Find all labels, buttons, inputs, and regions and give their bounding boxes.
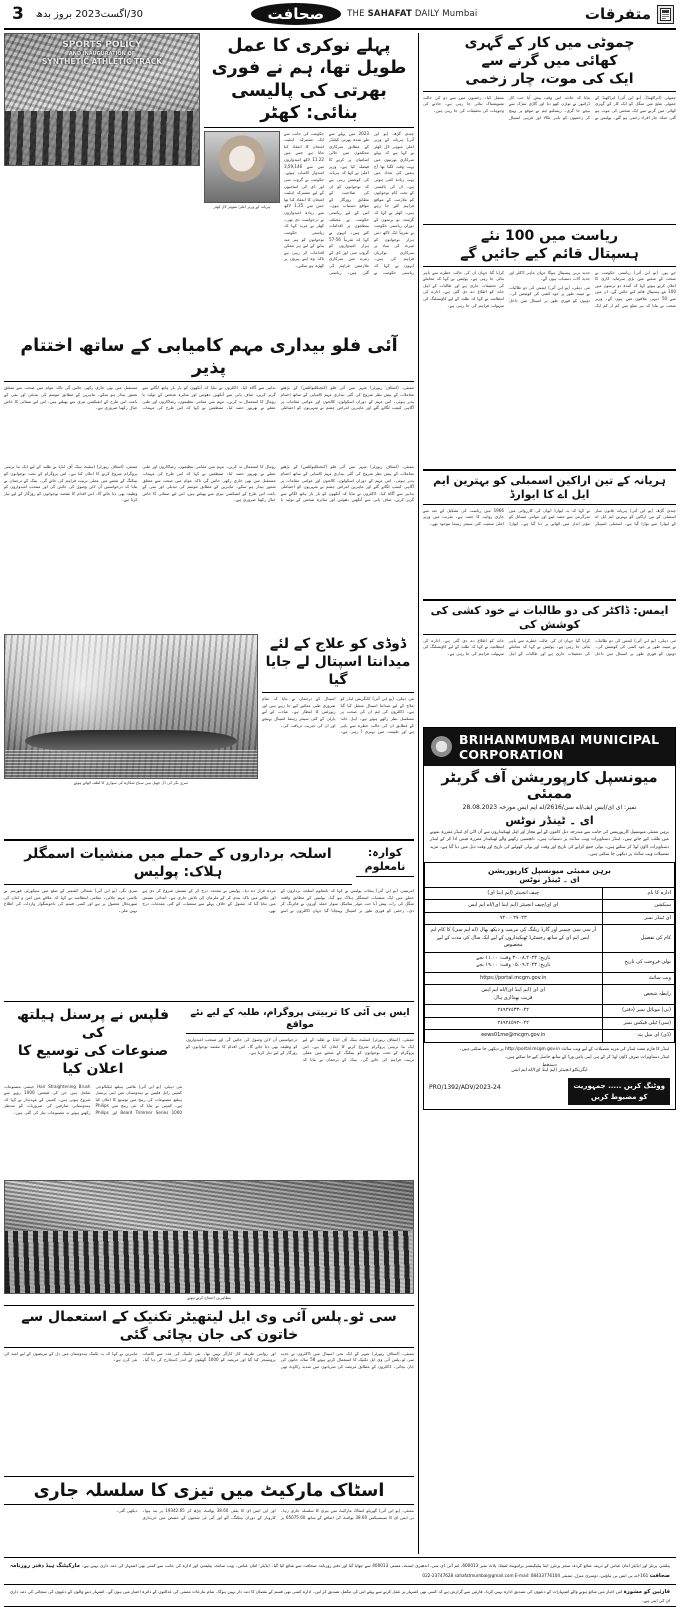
table-row: (سی) ٹیلی فیکس نمبر ٠٢٢-٢٤٩٢٤٥٩٢ [425, 1017, 675, 1030]
table-row: رابطہ شخص ای ای (ایم اینڈ ای)/اے ایم ایس قریب بھنڈاری ہال [425, 985, 675, 1005]
table-row: ادارہ کا نام چیف انجینئر (ایم اینڈ ای) [425, 887, 675, 900]
masthead-right-group [585, 5, 674, 24]
dodi-body: نئی دہلی، (یو این آئی) کانگریس لیڈر کو علاج کے لیے میدانتا اسپتال منتقل کیا گیا ہے۔ ڈاکٹروں کی ٹیم ان کی صحت پر مسلسل نظر رکھے ہوئے ہے۔ اہل خانہ کے مطابق ان کی حالت خطرے سے باہر ہے اور طبیعت میں بہتری آ رہی ہے۔ اسپتال کے ترجمان نے بتایا کہ تمام ضروری طبی معائنے کیے جا رہے ہیں اور رپورٹس کا انتظار ہے۔ عیادت کے لیے پارٹی کے کئی سینئر رہنما اسپتال پہنچے اور ان کی خیریت دریافت کی۔ [262, 696, 414, 735]
aiims-body: نئی دہلی، (یو این آئی) ایمس کی دو طالبات نے مبینہ طور پر خود کشی کی کوشش کی۔ دونوں کو فوری طور پر اسپتال میں داخل کرایا گیا جہاں ان کی حالت خطرے سے باہر بتائی جا رہی ہے۔ پولیس نے کہا کہ معاملے کی تحقیقات جاری ہے اور طالبات کے اہل خانہ کو اطلاع دے دی گئی ہے۔ ادارے کی انتظامیہ نے کہا کہ طلبہ کے لیے کاؤنسلنگ کی سہولت فراہم کی جا رہی ہے۔ [423, 637, 676, 657]
bmc-ad-reference: نمبر: ای ای/ایس ایف/اے سی/2616/اے ایم ایس مورخہ 28.08.2023 [462, 803, 637, 811]
sbi-headline: ایس بی آئی کا تربیتی پروگرام، طلبہ کے لیے نئے مواقع [186, 1007, 414, 1034]
section-title: متفرقات [584, 5, 651, 23]
haryana-award-body: چندی گڑھ، (یو این آئی) ہریانہ قانون ساز اسمبلی کے تین اراکین کو بہترین ایم ایل اے کے ایوارڈ سے نوازا گیا ہے۔ اسمبلی اسپیکر نے کہا کہ یہ ایوارڈ ایوان کی کارروائی میں سرگرمی سے حصہ لینے اور عوامی مسائل کو مؤثر انداز میں اٹھانے پر دیا گیا ہے۔ ایوارڈ 1966 میں ریاست کی تشکیل کے بعد سے جاری روایت کا حصہ ہے۔ تقریب میں وزیر اعلیٰ سمیت کئی سینئر رہنما موجود تھے۔ [423, 507, 676, 526]
smuggler-body: امرتسر، (یو این آئی) پنجاب پولیس نے کہا کہ نامعلوم اسلحہ برداروں کے حملے میں ایک منشیات اسمگلر ہلاک ہو گیا۔ پولیس کے مطابق واقعہ منگل کی رات پیش آیا جب موٹر سائیکل سوار حملہ آوروں نے فائرنگ کر دی۔ زخمی کو فوری طور پر اسپتال پہنچایا گیا جہاں ڈاکٹروں نے اسے مردہ قرار دے دیا۔ پولیس نے مقدمہ درج کر کے تفتیش شروع کر دی ہے اور علاقے میں ناکہ بندی کر کے ملزمان کی تلاش جاری ہے۔ ابتدائی تفتیش میں بتایا گیا کہ مقتول کے خلاف پہلے سے منشیات کے کئی مقدمات درج تھے۔ سری نگر، (یو این آئی) شمالی کشمیر کے ضلع میں سیکورٹی فورسز نے تلاشی مہم چلائی۔ مقامی انتظامیہ نے کہا کہ علاقے میں امن و امان کی صورتحال معمول پر ہے اور کسی قسم کی ناخوشگوار واردات کی اطلاع نہیں ملی۔ [4, 887, 414, 913]
sbi-body: ممبئی، (اسٹاف رپورٹر) اسٹیٹ بینک آف انڈیا نے طلبہ کے لیے ایک نیا تربیتی پروگرام شروع کرنے کا اعلان کیا ہے۔ اس پروگرام کے تحت نوجوانوں کو بینکنگ کے شعبے میں عملی تربیت فراہم کی جائے گی۔ بینک کے ترجمان نے بتایا کہ درخواستیں آن لائن وصول کی جائیں گی اور منتخب امیدواروں کو وظیفہ بھی دیا جائے گا۔ اس اقدام کا مقصد نوجوانوں کو روزگار کے لیے تیار کرنا ہے۔ [186, 1037, 414, 1063]
philips-story [4, 1005, 182, 1180]
bmc-ad-urdu-title: میونسپل کارپوریشن آف گریٹر ممبئی [441, 769, 658, 802]
footer-phone-2: 022-23747628 [422, 1573, 454, 1579]
tavi-headline: سی ٹو۔پلس آئی وی ایل لیتھیٹر تکنیک کے استعمال سے خاتون کی جان بچائی گئی [4, 1309, 414, 1348]
divider [423, 224, 676, 225]
page-footer [4, 1557, 676, 1607]
sbi-story [186, 1005, 414, 1165]
paper-tagline: THE SAHAFAT DAILY Mumbai [347, 9, 478, 19]
bmc-ad-header-title: BRIHANMUMBAI MUNICIPAL CORPORATION [459, 731, 660, 762]
footer-email-label: E-mail: [514, 1573, 530, 1579]
chamoli-body: چموٹی (اتراکھنڈ)، (یو این آئی) اتراکھنڈ کے چموٹی ضلع میں منگل کو ایک کار کے گہری کھائی میں گرنے سے ایک شخص کی موت ہو گئی جبکہ چار افراد زخمی ہو گئے۔ پولیس نے بتایا کہ حادثہ اس وقت پیش آیا جب کار ڈرائیور نے توازن کھو دیا اور گاڑی سڑک سے نیچے جا گری۔ ریسکیو ٹیم نے موقع پر پہنچ کر زخمیوں کو باہر نکالا اور قریبی اسپتال منتقل کیا۔ زخمیوں میں سے دو کی حالت تشویشناک بتائی جا رہی ہے۔ حادثے کی وجوہات کی تحقیقات کی جا رہی ہیں۔ [423, 94, 676, 120]
content-grid [4, 33, 676, 1554]
footer-phone-1: 08433776104 [530, 1573, 561, 1579]
bmc-advertisement [423, 727, 676, 1111]
kuwara-story [356, 844, 414, 880]
divider [4, 839, 414, 841]
newspaper-icon [657, 5, 674, 24]
aiims-headline: ایمس: ڈاکٹر کی دو طالبات نے خود کشی کی کوشش کی [423, 604, 676, 635]
chamoli-headline: چموٹی میں کار کے گہری کھائی میں گرنے سے ایک کی موت، چار زخمی [423, 35, 676, 92]
lead-body: چندی گڑھ، (یو این آئی) ہریانہ کے وزیر اعلیٰ منوہر لال کھٹر نے کہا ہے کہ پہلے سرکاری بھرتیوں میں بہت وقت لگتا تھا آج ہمیں کی تعداد میں بہت زیادہ کمی ہوئی ہے۔ ان کی پالیسی کے تحت کام نوجوانوں کو ملازمت کے مواقع فراہم کئے جا رہے ہیں۔ کھٹر نے کہا کہ گزشتہ نو برسوں کے دوران ریاستی حکومت نے تقریباً ایک لاکھ دس ہزار نوجوانوں کو میرٹ کی بنیاد پر سرکاری نوکریاں فراہم کی ہیں۔ انہوں نے کہا کہ ریاستی حکومت نے 2023 میں پہلے سے طے شدہ بھرتی کیلنڈر کے مطابق سرکاری محکموں میں خالی اسامیاں پر کرنے کا فیصلہ کیا ہے۔ وزیر اعلیٰ نے کہا کہ ہریانہ کی کوشش رہی ہے کہ نوجوانوں کو ان کی صلاحیت کے مطابق روزگار کے مواقع دستیاب ہوں۔ اس کے لیے ریاستی حکومت نے مختلف سطحوں پر اقدامات کئے ہیں۔ انہوں نے کہا کہ تقریباً 56-57 ہزار امیدواروں کو گروپ سی اور ڈی کے زمرے میں سرکاری ملازمتیں فراہم کی گئی ہیں۔ ریاستی حکومت کی جانب سے ایک مشترکہ اہلیت امتحان کا انعقاد کیا جاتا ہے جس میں 11.22 لاکھ امیدواروں میں سے 3,59,146 امیدوار کامیاب ہوئے۔ حکومت نے گروپ سی اور ڈی کی اسامیوں کے لیے مشترکہ اہلیت امتحان کا انعقاد کیا تھا جس میں 1,35 لاکھ سے زیادہ امیدواروں نے درخواست دی تھی۔ کھٹر نے مزید کہا کہ ریاستی حکومت نوجوانوں کو ہنر مند بنانے کے لیے ہر ممکن اقدامات کر رہی ہے تاکہ وہ اپنے پیروں پر کھڑے ہو سکیں۔ [284, 130, 414, 275]
haryana-award-headline: ہریانہ کے تین اراکین اسمبلی کو بہترین ایم ایل اے کا ایوارڈ [423, 474, 676, 505]
bmc-ad-subtitle: ای ۔ ٹینڈر نوٹس [505, 813, 594, 827]
footer-office-address: 161-اے، پی ایس بی ہاؤس، دوسری منزل، ممبئی [561, 1573, 649, 1579]
philips-body: نئی دہلی، (یو این آئی) عالمی ہیلتھ ٹیکنالوجی کمپنی رائل فلپس نے ہندوستان میں اپنی پرسنل ہیلتھ مصنوعات کی رینج میں توسیع کا اعلان کیا ہے۔ کمپنی نے بتایا کہ نئی رینج میں Philips Beard Trimmer Series 1000 اور Philips Hair Straightening Brush جیسی مصنوعات شامل ہیں جن کی قیمتیں 1000 روپے سے شروع ہوتی ہیں۔ کمپنی کے عہدیدار نے کہا کہ ہندوستانی صارفین کی ضروریات کو مدنظر رکھتے ہوئے یہ مصنوعات تیار کی گئی ہیں۔ [4, 1083, 182, 1115]
table-row: ای ٹینڈر نمبر ٧٢٠٠٠٢٧٠٢٣ [425, 912, 675, 925]
table-row: (بی) موبائل نمبر (دفتر) ٠٢٢-٢٤٩٢٧٤٣٣ [425, 1005, 675, 1018]
table-row: (ڈی) ای میل پتہ eews01me@mcgm.gov.in [425, 1030, 675, 1043]
column-right [423, 33, 676, 1554]
stock-headline: اسٹاک مارکیٹ میں تیزی کا سلسلہ جاری [4, 1480, 414, 1505]
crowd-zone [4, 1180, 414, 1302]
footer-imprint: پبلشر، پرنٹر اور ایڈیٹر امان عباس کے ذریعہ شائع کردہ، سحر پرنٹرز اینڈ پبلیکیشنز پرائیویٹ لمیٹڈ، پلاٹ نمبر 600013، ایم آئی ڈی سی، اندھیری ایسٹ، ممبئی 400013 سے چھاپا گیا اور دفتر روزنامہ صحافت سے شائع کیا گیا۔ ایڈیٹر: امان عباس۔ ویب سائٹ، پبلیشر، اور ادارہ کی جانب سے کسی بھی اشتہار کی ذمہ داری نہیں ہے۔ مارکیٹنگ ہیڈ دفتر روزنامہ صحافت 161-اے، پی ایس بی ہاؤس، دوسری منزل، ممبئی 08433776104 E-mail: sahafatmumbai@gmail.com 022-23747628 [10, 1563, 670, 1580]
bmc-ad-signature: دستخط ایگزیکٹو انجینئر (ایم اینڈ ای)/اے ایم ایس [511, 1063, 588, 1074]
footer-notice-label: قارئین کو مشورہ [623, 1589, 671, 1596]
smuggler-headline: اسلحہ برداروں کے حملے میں منشیات اسمگلر ہلاک: پولیس [4, 846, 352, 885]
masthead [4, 0, 676, 30]
bmc-seal-icon [431, 736, 452, 757]
footer-marketing-label: مارکیٹنگ ہیڈ [45, 1563, 80, 1570]
flu-story [4, 333, 414, 464]
bmc-ad-paragraph: برہن ممبئی میونسپل کارپوریشن کی جانب سے مندرجہ ذیل کاموں کے لیے مجاز اور اہل ٹھیکیداروں سے آن لائن ای ٹینڈر مقررہ نمونے میں طلب کیے جاتے ہیں۔ ٹینڈر دستاویزات ویب سائٹ پر دستیاب ہیں۔ دلچسپی رکھنے والے ٹھیکیدار مقررہ فیس ادا کر کے ٹینڈر دستاویزات ڈاؤن لوڈ کر سکتے ہیں۔ بولی جمع کرانے کی تاریخ اور وقت اور بولی کھولنے کی تاریخ اور وقت ذیل میں دیا گیا ہے۔ مزید تفصیلات ویب سائٹ پر دیکھی جا سکتی ہیں۔ [430, 829, 669, 858]
bmc-ad-bottom [424, 1076, 675, 1109]
masthead-center-group [251, 3, 478, 25]
table-row: کام کی تفصیل آر سی سی چیمبر اور گارڈ ریلنگ کی مرمت و دیکھ بھال (اے ایم سی) کا کام ایم ایس ایم ای کے ساتھ رجسٹرڈ ٹھیکیداروں کے لیے ایک سال کی مدت کے لیے مخصوص [425, 925, 675, 953]
dal-lake-shikara-photo [4, 634, 258, 779]
divider [4, 1476, 414, 1477]
hospital100-headline: ریاست میں 100 نئے ہسپتال قائم کیے جائیں گے [423, 228, 676, 267]
divider [423, 599, 676, 601]
protest-crowd-photo [4, 1180, 414, 1294]
bmc-tender-table [424, 862, 675, 1043]
issue-date: 30/اگست2023 بروز بدھ [35, 8, 144, 20]
bmc-ad-footnote: ٹینڈر کا فارم مفت ٹینڈر کی مزید تفصیلات کے لیے ویب سائٹ http://portal.mcgm.gov.in پر دیکھی جا سکتی ہیں۔ ٹینڈر دستاویزات صرف ڈاؤن لوڈ کر کے ہی اپنی پاس ورڈ کے ساتھ حاصل کیے جا سکتے ہیں۔ [459, 1046, 669, 1060]
sports-photo-banner: SPORTS POLICY AND INAUGURATION OF SYNTHETIC ATHLETIC TRACK [41, 40, 163, 66]
flu-story-zone [4, 333, 414, 464]
lead-story-zone [4, 33, 414, 331]
bmc-website-link[interactable]: https://portal.mcgm.gov.in [425, 972, 603, 985]
column-left-group [4, 33, 414, 1554]
lead-headline: پہلے نوکری کا عمل طویل تھا، ہم نے فوری بھرتی کی پالیسی بنائی: کھٹر [204, 35, 414, 128]
khattar-portrait-photo [204, 131, 280, 203]
divider [423, 469, 676, 471]
kuwara-headline: کوارہ: نامعلوم [356, 846, 414, 877]
flu-headline: آئی فلو بیداری مہم کامیابی کے ساتھ اختتام پذیر [4, 335, 414, 383]
bmc-email-link[interactable]: eews01me@mcgm.gov.in [425, 1030, 603, 1043]
crowd-photo-caption: مظاہرین احتجاج کرتے ہوئے [187, 1294, 231, 1300]
dodi-story [262, 634, 414, 836]
divider [4, 1305, 414, 1306]
lead-photo-block [204, 131, 280, 331]
smuggler-zone [4, 844, 414, 888]
crowd-photo-block [4, 1180, 414, 1302]
page-number: 3 [6, 3, 30, 25]
footer-office-label: دفتر روزنامہ صحافت [10, 1563, 670, 1580]
sports-photo-block [4, 33, 200, 331]
boat-photo-block [4, 634, 258, 836]
boat-photo-caption: سری نگر کی ڈل جھیل میں سیاح شکارے کی سواری کا لطف اٹھاتے ہوئے [73, 780, 189, 786]
table-row: سیکشن ای ای/چیف انجینئر (ایم اینڈ ای)/اے ایم ایس [425, 900, 675, 913]
lead-story [204, 33, 414, 331]
flu-body: ممبئی، (اسٹاف رپورٹر) شہر میں آئی فلو (کنجنکٹیوائٹس) کے بڑھتے معاملات کے پیش نظر شروع کی گئی بیداری مہم کامیابی کے ساتھ اختتام پذیر ہوئی۔ اس مہم کے دوران اسکولوں، کالجوں اور عوامی مقامات پر آگاہی کیمپ لگائے گئے اور ماہرین امراض چشم نے شہریوں کو احتیاطی تدابیر سے آگاہ کیا۔ ڈاکٹروں نے بتایا کہ آنکھوں کو بار بار ہاتھ لگانے سے گریز کریں، صاف پانی سے آنکھیں دھوئیں اور متاثرہ شخص کے تولیہ یا رومال کا استعمال نہ کریں۔ مہم میں مقامی تنظیموں، رضاکاروں اور طبی عملے نے بھرپور حصہ لیا۔ منتظمین نے کہا کہ اس طرح کی مہمات مستقبل میں بھی جاری رکھی جائیں گی تاکہ عوام میں صحت سے متعلق شعور بیدار ہو سکے۔ ماہرین کے مطابق موسم کی تبدیلی اور نمی کے باعث اس طرح کے انفیکشن تیزی سے پھیلتے ہیں، اس لیے صفائی کا خاص خیال رکھنا ضروری ہے۔ [4, 385, 414, 411]
table-row: ویب سائٹ https://portal.mcgm.gov.in [425, 972, 675, 985]
divider [4, 1001, 414, 1002]
tavi-body: ممبئی، (اسٹاف رپورٹر) شہر کے ایک نجی اسپتال میں ڈاکٹروں نے جدید سی ٹو۔پلس آئی وی ایل تکنیک کا استعمال کرتے ہوئے 58 سالہ خاتون کی جان بچائی۔ ڈاکٹروں کے مطابق مریضہ کی شریانوں میں شدید رکاوٹ تھی اور روایتی طریقہ کار کارگر نہیں تھا۔ نئی تکنیک کی مدد سے کامیاب پروسیجر کیا گیا اور مریضہ کو 1000 گھنٹوں کے اندر ڈسچارج کر دیا گیا۔ ماہرین نے کہا کہ یہ تکنیک ہندوستان میں دل کے مریضوں کے لیے امید کی نئی کرن ہے۔ [4, 1350, 414, 1369]
bmc-voting-slogan: ووٹنگ کریں ..... جمہوریت کو مضبوط کریں [568, 1078, 670, 1105]
hospital100-body: جے پور، (یو این آئی) ریاستی حکومت نے صحت کے شعبے میں بڑی سرمایہ کاری کا اعلان کرتے ہوئے کہا کہ آئندہ دو برسوں میں 100 نئے ہسپتال قائم کیے جائیں گے۔ ان میں سے 50 دیہی علاقوں میں ہوں گے۔ وزیر صحت نے بتایا کہ ہر ضلع میں کم از کم ایک جدید ترین ہسپتال ہوگا جہاں ماہر ڈاکٹر اور جدید آلات دستیاب ہوں گے۔ نئی دہلی، (یو این آئی) ایمس کی دو طالبات نے مبینہ طور پر خود کشی کی کوشش کی۔ دونوں کو فوری طور پر اسپتال میں داخل کرایا گیا جہاں ان کی حالت خطرے سے باہر بتائی جا رہی ہے۔ پولیس نے کہا کہ معاملے کی تحقیقات جاری ہے اور طالبات کے اہل خانہ کو اطلاع دے دی گئی ہے۔ ادارے کی انتظامیہ نے کہا کہ طلبہ کے لیے کاؤنسلنگ کی سہولت فراہم کی جا رہی ہے۔ [423, 269, 676, 308]
footer-email[interactable]: sahafatmumbai@gmail.com [454, 1573, 514, 1579]
sahafat-logo: صحافت [251, 3, 342, 25]
column-divider [418, 33, 419, 1554]
bmc-ad-header [424, 728, 675, 766]
lead-photo-caption: ہریانہ کے وزیر اعلیٰ منوہر لال کھٹر [213, 203, 271, 209]
sports-policy-inauguration-photo [4, 33, 200, 166]
masthead-left-group [6, 3, 143, 25]
dodi-headline: ڈوڈی کو علاج کے لئے میدانتا اسپتال لے جایا گیا [262, 636, 414, 693]
smuggler-story [4, 844, 352, 888]
sbi-philips-zone [4, 1005, 414, 1180]
bmc-table-body [425, 887, 675, 1042]
philips-headline: فلپس نے پرسنل ہیلتھ کی صنوعات کی توسیع کا اعلان کیا [16, 1006, 170, 1077]
bmc-pro-code: PRO/1392/ADV/2023-24 [429, 1084, 501, 1092]
flu-body-continued: ممبئی، (اسٹاف رپورٹر) شہر میں آئی فلو (کنجنکٹیوائٹس) کے بڑھتے معاملات کے پیش نظر شروع کی گئی بیداری مہم کامیابی کے ساتھ اختتام پذیر ہوئی۔ اس مہم کے دوران اسکولوں، کالجوں اور عوامی مقامات پر آگاہی کیمپ لگائے گئے اور ماہرین امراض چشم نے شہریوں کو احتیاطی تدابیر سے آگاہ کیا۔ ڈاکٹروں نے بتایا کہ آنکھوں کو بار بار ہاتھ لگانے سے گریز کریں، صاف پانی سے آنکھیں دھوئیں اور متاثرہ شخص کے تولیہ یا رومال کا استعمال نہ کریں۔ مہم میں مقامی تنظیموں، رضاکاروں اور طبی عملے نے بھرپور حصہ لیا۔ منتظمین نے کہا کہ اس طرح کی مہمات مستقبل میں بھی جاری رکھی جائیں گی تاکہ عوام میں صحت سے متعلق شعور بیدار ہو سکے۔ ماہرین کے مطابق موسم کی تبدیلی اور نمی کے باعث اس طرح کے انفیکشن تیزی سے پھیلتے ہیں، اس لیے صفائی کا خاص خیال رکھنا ضروری ہے۔ ممبئی، (اسٹاف رپورٹر) اسٹیٹ بینک آف انڈیا نے طلبہ کے لیے ایک نیا تربیتی پروگرام شروع کرنے کا اعلان کیا ہے۔ اس پروگرام کے تحت نوجوانوں کو بینکنگ کے شعبے میں عملی تربیت فراہم کی جائے گی۔ بینک کے ترجمان نے بتایا کہ درخواستیں آن لائن وصول کی جائیں گی اور منتخب امیدواروں کو وظیفہ بھی دیا جائے گا۔ اس اقدام کا مقصد نوجوانوں کو روزگار کے لیے تیار کرنا ہے۔ [4, 464, 414, 503]
bmc-table-header: برہن ممبئی میونسپل کارپوریشن ای ۔ ٹینڈر نوٹس [425, 862, 675, 887]
stock-body: ممبئی، (یو این آئی) گھریلو اسٹاک مارکیٹ میں تیزی کا سلسلہ جاری رہا۔ بی ایس ای کا سینسیکس 38.60 پوائنٹ کی اضافے کے ساتھ 65075.60 پر اور این ایس ای کا نفٹی 38.60 پوائنٹ چڑھ کر 19342.65 پر بند ہوا۔ کاروبار کے دوران بینکنگ، آٹو اور آئی ٹی شعبوں کے حصص میں خریداری دیکھی گئی۔ [116, 1508, 414, 1520]
table-row: بولی فروخت کی تاریخ تاریخ: ۳۰.۰۸.۲۰۲۳ وقت: ۱۱.۰۰ بجے تاریخ: ۰۵.۰۹.۲۰۲۳ وقت: ۱۹.۰۰ بجے [425, 952, 675, 972]
dodi-zone [4, 634, 414, 836]
footer-readers-notice: قارئین کو مشورہ اس اخبار میں شائع ہونے والے اشتہارات کے دعووں کی تصدیق ادارہ نہیں کرتا۔ قارئین سے گزارش ہے کہ کسی بھی اشتہار پر عمل کرنے سے پہلے اس کی مکمل تصدیق کر لیں۔ ادارہ کسی بھی قسم کے نقصان کا ذمہ دار نہیں ہوگا۔ تمام تنازعات ممبئی کی عدالتوں کے دائرہ اختیار میں ہوں گے۔ اشتہار دینے والوں کے دعووں کی سچائی کی ذمہ داری ان کی اپنی ہے۔ [10, 1589, 671, 1604]
